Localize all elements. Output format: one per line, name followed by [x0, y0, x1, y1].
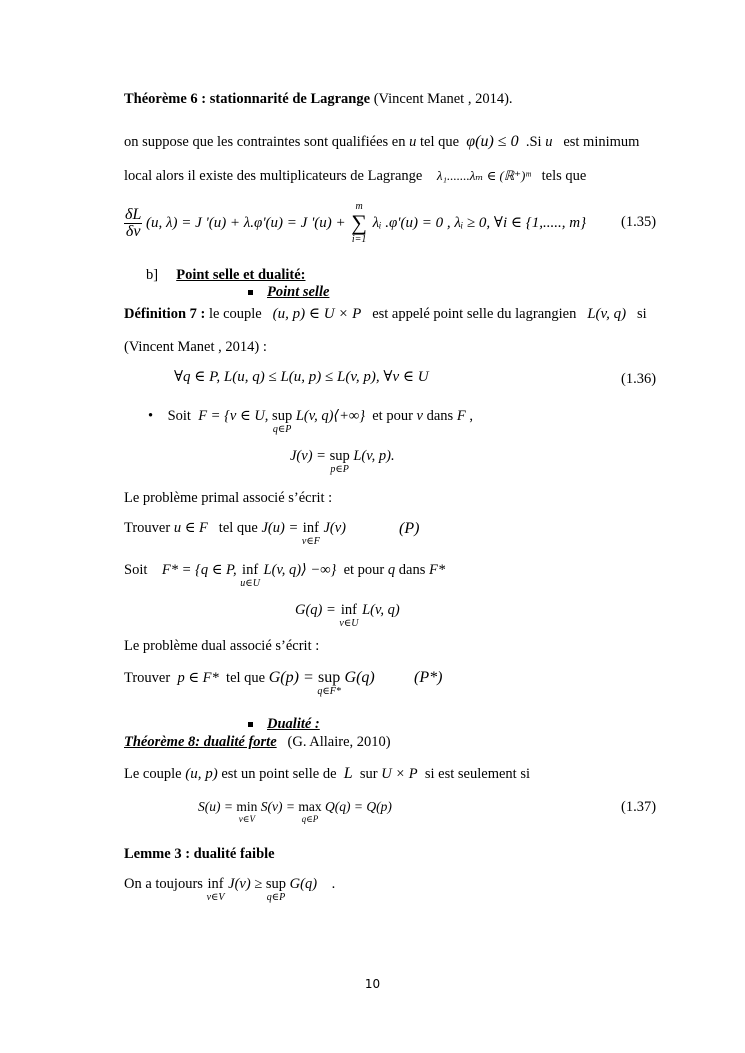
math-rhs: G(q) [289, 876, 318, 892]
operator: inf [242, 562, 259, 578]
theorem-6-label: Théorème 6 : stationnarité de Lagrange [124, 91, 371, 107]
math-condition: φ(u) ≤ 0 [466, 133, 519, 150]
text: Trouver [124, 520, 171, 536]
text: . [331, 876, 336, 892]
text: est appelé point selle du lagrangien [372, 306, 577, 322]
operator-subscript: q∈P [272, 423, 292, 435]
operator: inf [207, 876, 224, 892]
dual-intro: Le problème dual associé s’écrit : [124, 638, 320, 654]
text: Soit [124, 562, 148, 578]
inf-operator [302, 521, 320, 547]
equation-1-35 [124, 202, 586, 245]
definition-7 [124, 307, 647, 322]
text: .Si [525, 134, 542, 150]
operator: sup [265, 876, 287, 892]
text: Soit [167, 408, 191, 424]
math-UxP: U × P [381, 766, 418, 782]
fraction-denominator: δv [125, 223, 141, 240]
math-u: u [545, 134, 553, 150]
text: on suppose que les contraintes sont qualifiées en [124, 134, 406, 150]
primal-problem [124, 520, 420, 547]
problem-name: (P) [399, 520, 420, 537]
text: est un point selle de [221, 766, 337, 782]
text: et pour [343, 562, 385, 578]
definition-7-citation: (Vincent Manet , 2014) : [124, 339, 267, 355]
soit-Fstar-line [124, 563, 445, 589]
subheading-dualite [248, 717, 320, 732]
math-rhs: J(v) [323, 520, 346, 536]
math-F-left: F = {v ∈ U, [198, 408, 269, 424]
math-u: u [409, 134, 417, 150]
math-q: q [387, 562, 396, 578]
text: et pour [372, 408, 413, 424]
math-part: Q(q) = Q(p) [324, 799, 392, 814]
math-lagrangian: L(v, q) [587, 306, 627, 322]
sup-operator [317, 670, 341, 697]
math-Fstar: F* [428, 562, 446, 578]
subheading-text: Point selle [267, 284, 330, 300]
math-F-right: L(v, q)⟨+∞} [295, 408, 365, 424]
operator: inf [340, 602, 357, 618]
math-v: v [416, 408, 423, 424]
text: , [469, 408, 473, 424]
subheading-text: Dualité : [267, 716, 320, 732]
math-rhs: L(v, p). [353, 448, 395, 464]
operator-subscript: q∈P [266, 891, 286, 903]
text: tel que [218, 520, 258, 536]
equation-1-36: ∀q ∈ P, L(u, q) ≤ L(u, p) ≤ L(v, p), ∀v ∈ U [174, 369, 429, 385]
operator: min [236, 799, 258, 814]
fraction-numerator: δL [125, 206, 142, 223]
math-couple: (u, p) [185, 766, 218, 782]
weak-duality-line [124, 877, 335, 903]
square-bullet-icon [248, 722, 253, 727]
G-definition [295, 603, 400, 629]
math-F: F [456, 408, 466, 424]
operator-subscript: v∈V [238, 813, 255, 824]
math-condition: p ∈ F* [177, 670, 219, 686]
math-lhs: J(v) = [290, 448, 326, 464]
bullet-icon: • [148, 408, 154, 424]
theorem-6-heading [124, 92, 513, 107]
definition-label: Définition 7 : [124, 306, 206, 322]
text: Trouver [124, 670, 171, 686]
sup-operator [272, 409, 292, 435]
sup-operator [266, 877, 286, 903]
text: tel que [419, 134, 460, 150]
text: si est seulement si [424, 766, 531, 782]
equation-1-37 [198, 800, 392, 824]
lemma-3-heading: Lemme 3 : dualité faible [124, 846, 275, 862]
primal-intro: Le problème primal associé s’écrit : [124, 490, 333, 506]
text: tel que [226, 670, 266, 686]
math-lambdas: λ₁.......λₘ ∈ (ℝ⁺)ᵐ [436, 168, 531, 183]
section-label: b] [146, 267, 159, 283]
math-lhs: J(u) = [261, 520, 299, 536]
operator-subscript: v∈V [206, 891, 225, 903]
text: si [636, 306, 647, 322]
sup-operator [330, 449, 350, 475]
page-number: 10 [364, 977, 381, 991]
operator-subscript: v∈F [301, 535, 320, 547]
text: On a toujours [124, 876, 203, 892]
problem-name: (P*) [414, 669, 443, 686]
equation-number-1-35: (1.35) [621, 214, 657, 230]
operator-subscript: v∈U [339, 617, 359, 629]
subheading-point-selle [248, 285, 329, 300]
math-Fstar-left: F* = {q ∈ P, [161, 562, 237, 578]
inf-operator [240, 563, 260, 589]
text: local alors il existe des multiplicateurs de Lagrange [124, 168, 423, 184]
text: le couple [208, 306, 262, 322]
equation-number-1-36: (1.36) [621, 371, 657, 387]
text: dans [426, 408, 454, 424]
section-b-heading [146, 268, 306, 283]
operator: inf [302, 520, 319, 536]
theorem-8-label: Théorème 8: dualité forte [124, 734, 277, 750]
math-Fstar-right: L(v, q)⟩ −∞} [263, 562, 337, 578]
max-operator [298, 800, 321, 824]
inf-operator [339, 603, 358, 629]
equation-number-1-37: (1.37) [621, 799, 657, 815]
math-lhs: (u, λ) = J '(u) + λ.φ'(u) = J '(u) + [145, 215, 346, 231]
operator-subscript: p∈P [330, 463, 349, 475]
sigma-symbol: ∑ [351, 210, 367, 235]
theorem-8-heading [124, 735, 391, 750]
couple-line [124, 766, 530, 782]
math-rhs: G(q) [344, 669, 375, 686]
text: Le couple [124, 766, 182, 782]
operator-subscript: q∈F* [317, 686, 341, 697]
theorem-8-citation: (G. Allaire, 2010) [287, 734, 391, 750]
section-title: Point selle et dualité: [176, 267, 306, 283]
operator: sup [272, 408, 293, 424]
math-lhs: G(q) = [295, 602, 336, 618]
operator-subscript: q∈P [301, 813, 319, 824]
math-mid: J(v) ≥ [228, 876, 263, 892]
min-operator [236, 800, 257, 824]
square-bullet-icon [248, 290, 253, 295]
math-rhs: L(v, q) [362, 602, 400, 618]
operator: max [298, 799, 322, 814]
text: tels que [541, 168, 587, 184]
operator: sup [329, 448, 350, 464]
math-L: L [343, 765, 353, 782]
operator-subscript: u∈U [240, 577, 260, 589]
inf-operator [207, 877, 225, 903]
paragraph-constraints [124, 134, 639, 150]
math-condition: u ∈ F [173, 520, 208, 536]
math-couple: (u, p) ∈ U × P [272, 306, 362, 322]
math-part: S(u) = [198, 799, 233, 814]
text: sur [359, 766, 378, 782]
operator: sup [318, 669, 341, 686]
soit-F-line [148, 409, 473, 435]
math-rhs: λᵢ .φ'(u) = 0 , λᵢ ≥ 0, ∀i ∈ {1,....., m} [372, 215, 587, 231]
J-definition [290, 449, 395, 475]
math-part: S(v) = [260, 799, 295, 814]
text: dans [398, 562, 426, 578]
text: est minimum [563, 134, 640, 150]
paragraph-multipliers [124, 169, 586, 184]
summation [351, 202, 367, 245]
theorem-6-citation: (Vincent Manet , 2014). [370, 91, 513, 107]
math-lhs: G(p) = [268, 669, 314, 686]
sum-lower: i=1 [351, 234, 367, 245]
sum-upper: m [355, 201, 363, 212]
fraction-dL-dv [124, 207, 142, 240]
dual-problem [124, 669, 443, 697]
